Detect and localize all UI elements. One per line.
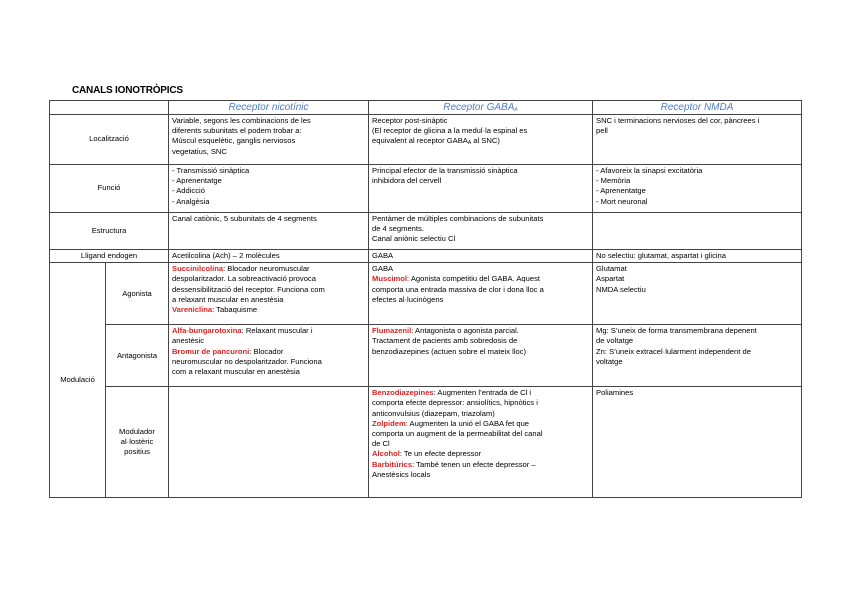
cell-text: despolaritzador. La sobreactivació provoca — [172, 274, 316, 284]
cell-funcio-nmda — [593, 165, 802, 213]
cell-line — [372, 429, 589, 439]
cell-line: Poliamines — [596, 388, 634, 398]
cell-line — [372, 136, 589, 146]
cell-text: : Blocador — [249, 346, 284, 356]
cell-line — [372, 419, 589, 429]
cell-line: - Aprenentatge — [596, 186, 646, 196]
row-localitzacio — [50, 115, 802, 165]
row-antagonista — [50, 325, 802, 387]
cell-line: Receptor post-sinàptic — [372, 116, 448, 125]
highlighted-term: Alfa-bungarotoxina — [172, 326, 242, 336]
cell-line — [372, 285, 589, 295]
page-title: CANALS IONOTRÒPICS — [72, 85, 183, 96]
highlighted-term: Barbitúrics — [372, 459, 413, 469]
cell-text: Anestèsics locals — [372, 469, 431, 479]
cell-text: a relaxant muscular en anestèsia — [172, 294, 284, 304]
cell-line — [372, 295, 589, 305]
cell-agonista-gaba — [369, 263, 593, 325]
cell-line — [372, 326, 589, 336]
row-label-localitzacio: Localització — [50, 115, 169, 165]
cell-text: : Agonista competitiu del GABA. Aquest — [407, 274, 540, 284]
cell-funcio-gaba — [369, 165, 593, 213]
cell-antagonista-nmda — [593, 325, 802, 387]
cell-line: Glutamat — [596, 264, 627, 274]
row-funcio — [50, 165, 802, 213]
cell-text: comporta efecte depressor: ansiolítics, hipnòtics i — [372, 398, 538, 408]
cell-text: GABA — [372, 264, 394, 274]
cell-text: efectes al·lucinògens — [372, 294, 444, 304]
cell-text: : Te un efecte depressor — [399, 449, 482, 459]
row-label-modulacio: Modulació — [50, 263, 106, 498]
cell-text: anticonvulsius (diazepam, triazolam) — [372, 408, 495, 418]
cell-line — [172, 357, 365, 367]
cell-line: Variable, segons les combinacions de les — [172, 116, 311, 125]
row-agonista — [50, 263, 802, 325]
cell-agonista-nmda — [593, 263, 802, 325]
cell-modulador-nmda — [593, 387, 802, 498]
cell-line — [372, 409, 589, 419]
cell-line: voltatge — [596, 356, 623, 366]
header-gaba-subscript: A — [514, 107, 518, 113]
cell-line: de voltatge — [596, 336, 634, 346]
row-label-lligand: Lligand endogen — [50, 250, 169, 263]
cell-line: de 4 segments. — [372, 224, 424, 234]
header-gaba-text: Receptor GABA — [443, 102, 515, 113]
cell-line: - Afavoreix la sinapsi excitatòria — [596, 166, 703, 175]
cell-line: Canal aniònic selectiu Cl — [372, 234, 456, 244]
row-label-modulador — [106, 387, 169, 498]
row-label-agonista: Agonista — [106, 263, 169, 325]
cell-lligand-nicotinic: Acetilcolina (Ach) – 2 molècules — [169, 250, 369, 263]
cell-line: Aspartat — [596, 274, 625, 284]
cell-funcio-nicotinic — [169, 165, 369, 213]
cell-modulador-nicotinic — [169, 387, 369, 498]
cell-text: de Cl — [372, 439, 390, 449]
cell-line: - Transmissió sinàptica — [172, 166, 250, 175]
cell-line: inhibidora del cervell — [372, 176, 442, 186]
header-empty-cell — [50, 101, 169, 115]
row-label-estructura: Estructura — [50, 213, 169, 250]
cell-line: - Aprenentatge — [172, 176, 222, 186]
cell-line: - Analgèsia — [172, 196, 210, 206]
cell-line — [172, 367, 365, 377]
cell-line — [172, 274, 365, 284]
cell-lligand-nmda: No selectiu: glutamat, aspartat i glicina — [593, 250, 802, 263]
cell-line — [372, 274, 589, 284]
highlighted-term: Succinilcolina — [172, 264, 224, 274]
highlighted-term: Benzodiazepines — [372, 388, 434, 398]
cell-localitzacio-nmda — [593, 115, 802, 165]
cell-estructura-nmda — [593, 213, 802, 250]
highlighted-term: Alcohol — [372, 449, 400, 459]
cell-line: Canal catiònic, 5 subunitats de 4 segments — [172, 214, 317, 223]
cell-text: : Blocador neuromuscular — [223, 264, 310, 274]
cell-line — [372, 264, 589, 274]
cell-line — [372, 398, 589, 408]
cell-line: vegetatius, SNC — [172, 146, 227, 156]
cell-line — [372, 336, 589, 346]
cell-text: al SNC) — [471, 136, 500, 146]
header-nmda: Receptor NMDA — [593, 101, 802, 115]
cell-line: - Memòria — [596, 176, 631, 186]
cell-line: positius — [124, 447, 150, 457]
cell-text: : Augmenten l’entrada de Cl i — [433, 388, 532, 398]
cell-line — [172, 264, 365, 274]
header-nicotinic: Receptor nicotínic — [169, 101, 369, 115]
cell-text: : Antagonista o agonista parcial. — [411, 326, 519, 336]
cell-line — [372, 449, 589, 459]
cell-text: comporta una entrada massiva de clor i dona lloc a — [372, 284, 544, 294]
highlighted-term: Muscimol — [372, 274, 408, 284]
cell-line: SNC i terminacions nervioses del cor, pàncrees i — [596, 116, 760, 125]
cell-modulador-gaba — [369, 387, 593, 498]
cell-line: diferents subunitats el podem trobar a: — [172, 126, 302, 136]
cell-text: : Relaxant muscular i — [241, 326, 313, 336]
header-gaba — [369, 101, 593, 115]
cell-line — [372, 347, 589, 357]
cell-agonista-nicotinic — [169, 263, 369, 325]
cell-line — [372, 470, 589, 480]
cell-line — [372, 439, 589, 449]
cell-line — [172, 326, 365, 336]
row-estructura — [50, 213, 802, 250]
highlighted-term: Flumazenil — [372, 326, 412, 336]
cell-line — [372, 460, 589, 470]
cell-text: com a relaxant muscular en anestèsia — [172, 367, 300, 377]
row-label-funcio: Funció — [50, 165, 169, 213]
cell-localitzacio-nicotinic — [169, 115, 369, 165]
cell-text: benzodiazepines (actuen sobre el mateix lloc) — [372, 346, 527, 356]
highlighted-term: Vareniclina — [172, 305, 213, 315]
row-lligand — [50, 250, 802, 263]
cell-text: : També tenen un efecte depressor – — [412, 459, 536, 469]
row-modulador — [50, 387, 802, 498]
cell-line: al·lostèric — [120, 437, 154, 447]
cell-text: equivalent al receptor GABA — [372, 136, 468, 146]
cell-line: Zn: S’uneix extracel·lularment independent de — [596, 346, 751, 356]
cell-line: - Mort neuronal — [596, 196, 648, 206]
cell-text: anestèsic — [172, 336, 205, 346]
cell-line: Principal efector de la transmissió sinàptica — [372, 166, 518, 175]
cell-line: Mg: S’uneix de forma transmembrana depenent — [596, 326, 757, 336]
cell-estructura-nicotinic — [169, 213, 369, 250]
cell-estructura-gaba — [369, 213, 593, 250]
cell-line — [372, 388, 589, 398]
cell-line — [172, 305, 365, 315]
cell-text: : Tabaquisme — [212, 305, 258, 315]
cell-text: comporta un augment de la permeabilitat del canal — [372, 429, 543, 439]
cell-antagonista-gaba — [369, 325, 593, 387]
cell-line — [172, 336, 365, 346]
row-label-antagonista: Antagonista — [106, 325, 169, 387]
ion-channels-table — [49, 100, 802, 498]
highlighted-term: Zolpidem — [372, 418, 406, 428]
cell-text: : Augmenten la unió el GABA fet que — [405, 418, 530, 428]
cell-line: Modulador — [119, 426, 155, 436]
cell-line: - Addicció — [172, 186, 205, 196]
highlighted-term: Bromur de pancuroni — [172, 346, 250, 356]
cell-line: pell — [596, 126, 608, 136]
cell-text: Tractament de pacients amb sobredosis de — [372, 336, 518, 346]
cell-line — [172, 285, 365, 295]
cell-localitzacio-gaba — [369, 115, 593, 165]
cell-line: (El receptor de glicina a la medul·la espinal es — [372, 126, 528, 136]
cell-line — [172, 347, 365, 357]
cell-line: Múscul esquelètic, ganglis nerviosos — [172, 136, 296, 146]
cell-antagonista-nicotinic — [169, 325, 369, 387]
cell-line — [172, 295, 365, 305]
cell-line: Pentàmer de múltiples combinacions de subunitats — [372, 214, 544, 223]
cell-text: neuromuscular no despolaritzador. Funciona — [172, 356, 322, 366]
cell-line: NMDA selectiu — [596, 284, 646, 294]
cell-text: dessensibilització del receptor. Funciona com — [172, 284, 325, 294]
gaba-subscript: A — [467, 140, 472, 147]
header-row — [50, 101, 802, 115]
cell-lligand-gaba: GABA — [369, 250, 593, 263]
